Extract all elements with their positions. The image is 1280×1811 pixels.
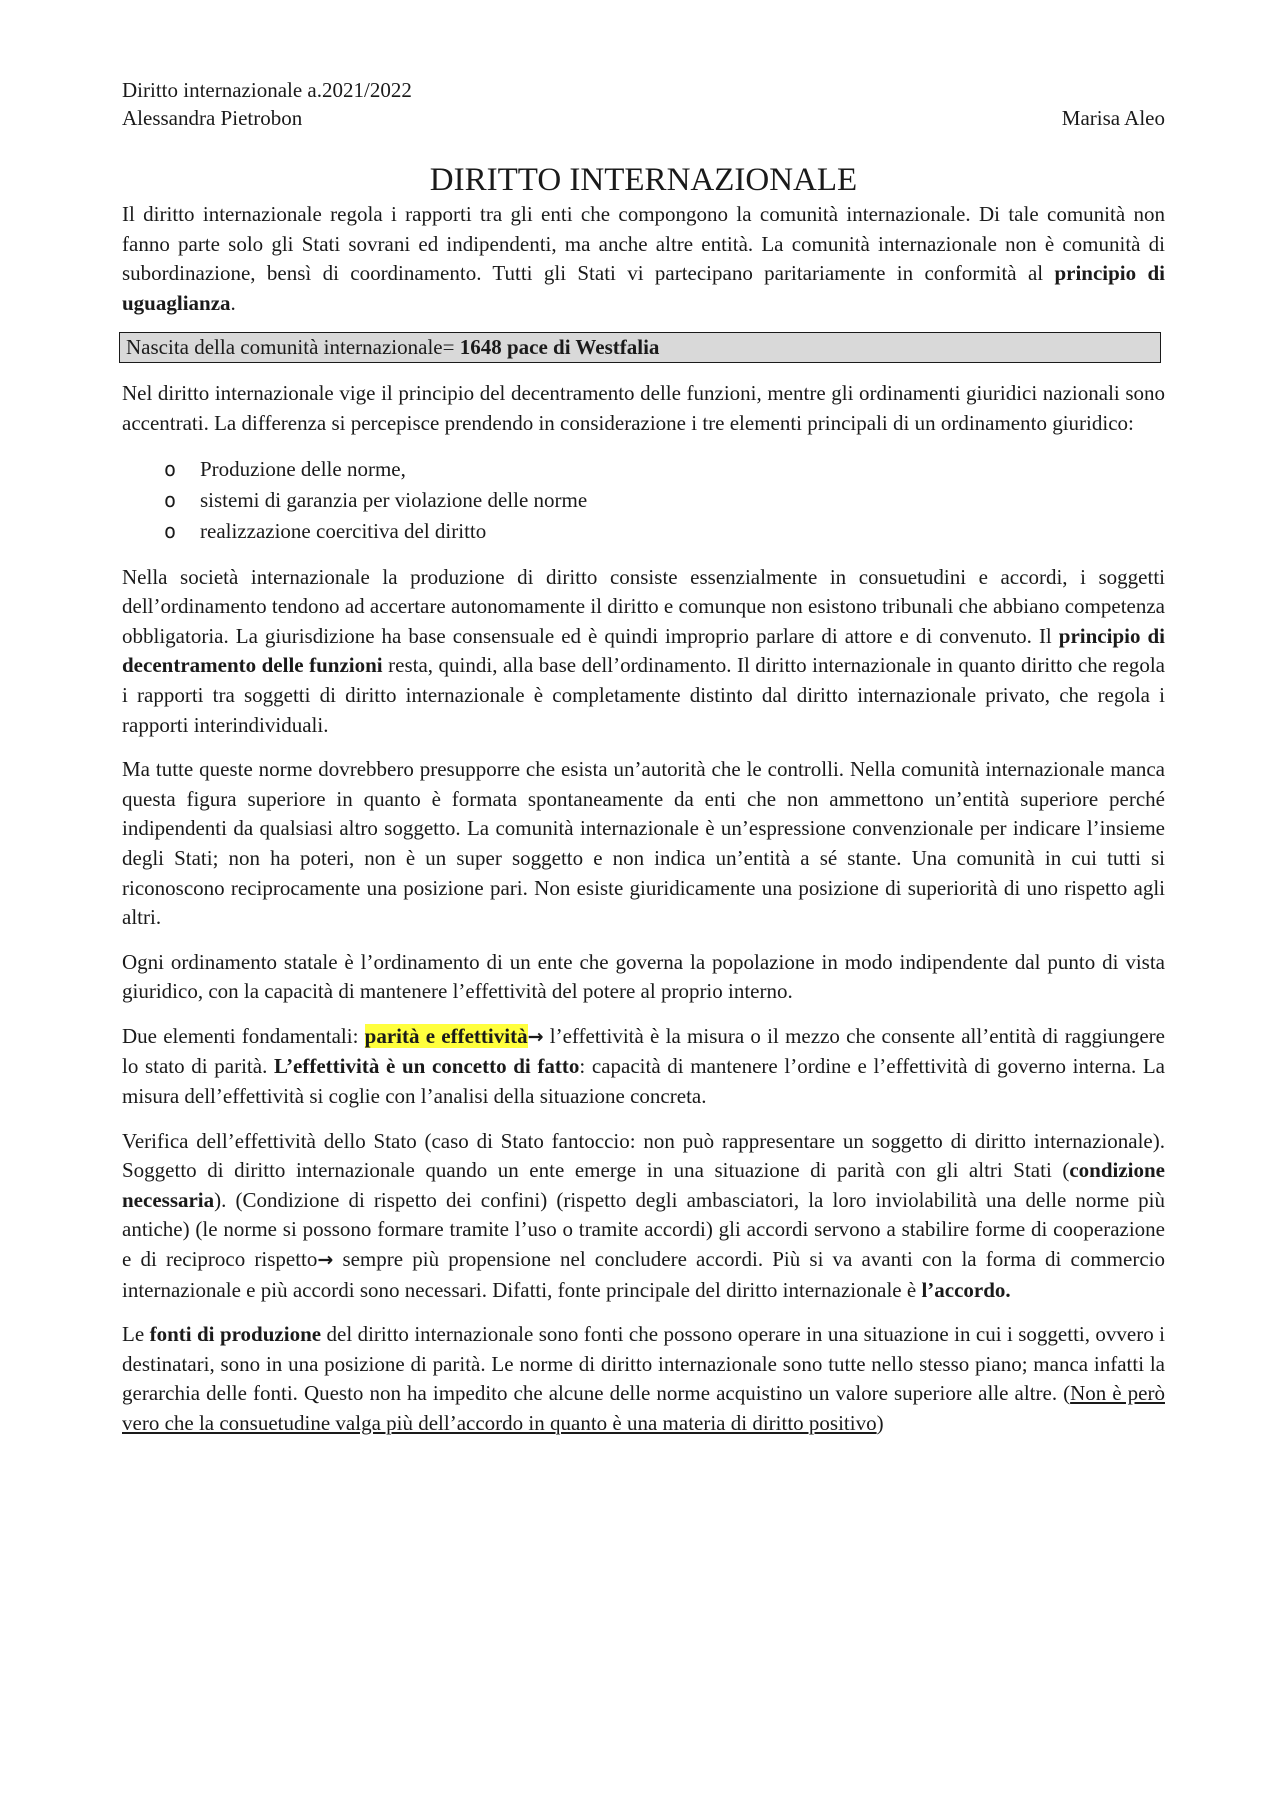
list-item: o Produzione delle norme, <box>122 454 1165 485</box>
emphasis-fonti-produzione: fonti di produzione <box>149 1322 322 1347</box>
bullet-icon: o <box>164 456 177 481</box>
list-item: o sistemi di garanzia per violazione delle norme <box>122 485 1165 516</box>
author-left: Alessandra Pietrobon <box>122 106 303 130</box>
paragraph-decentramento: Nel diritto internazionale vige il principio del decentramento delle funzioni, mentre gli ordinamenti giuridici nazionali sono accentrati. La differenza si percepisce prendendo in considerazione i tre elementi principali di un ordinamento giuridico: <box>122 381 1165 435</box>
paragraph-autorita: Ma tutte queste norme dovrebbero presupporre che esista un’autorità che le controlli. Nella comunità internazionale manca questa figura superiore in quanto è formata spontaneamente da enti che non ammettono un’entità superiore perché indipendenti da qualsiasi altro soggetto. La comunità internazionale è un’espressione convenzionale per indicare l’insieme degli Stati; non ha poteri, non è un super soggetto e non indica un’entità a sé stante. Una comunità in cui tutti si riconoscono reciprocamente una posizione pari. Non esiste giuridicamente una posizione di superiorità di uno rispetto agli altri. <box>122 757 1165 930</box>
highlighted-parita-effettivita: parità e effettività <box>364 1023 528 1048</box>
emphasis-westfalia: 1648 pace di Westfalia <box>459 335 660 360</box>
list-item: o realizzazione coercitiva del diritto <box>122 516 1165 547</box>
arrow-right-icon: → <box>317 1249 334 1272</box>
emphasis-decentramento: principio di decentramento delle funzioni <box>122 623 1165 678</box>
emphasis-principio-uguaglianza: principio di uguaglianza <box>122 261 1165 315</box>
emphasis-condizione-necessaria: condizione necessaria <box>122 1158 1165 1212</box>
arrow-right-icon: → <box>527 1025 544 1048</box>
page-title: DIRITTO INTERNAZIONALE <box>429 162 858 198</box>
document-page <box>122 76 1165 1439</box>
document-header <box>122 76 1165 132</box>
paragraph-intro: Il diritto internazionale regola i rapporti tra gli enti che compongono la comunità internazionale. Di tale comunità non fanno parte solo gli Stati sovrani ed indipendenti, ma anche altre entità. La comunità internazionale non è comunità di subordinazione, bensì di coordinamento. Tutti gli Stati vi partecipano paritariamente in conformità al principio di uguaglianza. <box>122 202 1165 315</box>
paragraph-fonti-produzione: Le fonti di produzione del diritto internazionale sono fonti che possono operare in una situazione in cui i soggetti, ovvero i destinatari, sono in una posizione di parità. Le norme di diritto internazionale sono tutte nello stesso piano; manca infatti la gerarchia delle fonti. Questo non ha impedito che alcune delle norme acquistino un valore superiore alle altre. (Non è però vero che la consuetudine valga più dell’accordo in quanto è una materia di diritto positivo) <box>122 1322 1165 1435</box>
emphasis-accordo: l’accordo. <box>921 1277 1011 1302</box>
paragraph-ordinamento-statale: Ogni ordinamento statale è l’ordinamento di un ente che governa la popolazione in modo indipendente dal punto di vista giuridico, con la capacità di mantenere l’effettività del potere al proprio interno. <box>122 949 1165 1004</box>
underlined-consuetudine-note: Non è però vero che la consuetudine valga più dell’accordo in quanto è una materia di diritto positivo <box>122 1381 1165 1435</box>
course-label: Diritto internazionale a.2021/2022 <box>122 78 412 102</box>
emphasis-concetto-fatto: L’effettività è un concetto di fatto <box>273 1054 580 1079</box>
author-right: Marisa Aleo <box>1061 106 1165 130</box>
highlight-box-westfalia: Nascita della comunità internazionale= 1648 pace di Westfalia <box>119 332 1161 363</box>
elements-list <box>122 454 1165 547</box>
paragraph-parita-effettivita: Due elementi fondamentali: parità e effettività→ l’effettività è la misura o il mezzo che consente all’entità di raggiungere lo stato di parità. L’effettività è un concetto di fatto: capacità di mantenere l’ordine e l’effettività di governo interna. La misura dell’effettività si coglie con l’analisi della situazione concreta. <box>122 1023 1165 1109</box>
bullet-icon: o <box>164 518 177 543</box>
bullet-icon: o <box>164 487 177 512</box>
paragraph-verifica-effettivita: Verifica dell’effettività dello Stato (caso di Stato fantoccio: non può rappresentare un soggetto di diritto internazionale). Soggetto di diritto internazionale quando un ente emerge in una situazione di parità con gli altri Stati (condizione necessaria). (Condizione di rispetto dei confini) (rispetto degli ambasciatori, la loro inviolabilità una delle norme più antiche) (le norme si possono formare tramite l’uso o tramite accordi) gli accordi servono a stabilire forme di cooperazione e di reciproco rispetto→ sempre più propensione nel concludere accordi. Più si va avanti con la forma di commercio internazionale e più accordi sono necessari. Difatti, fonte principale del diritto internazionale è l’accordo. <box>122 1128 1165 1302</box>
paragraph-societa-internazionale: Nella società internazionale la produzione di diritto consiste essenzialmente in consuetudini e accordi, i soggetti dell’ordinamento tendono ad accertare autonomamente il diritto e comunque non esistono tribunali che abbiano competenza obbligatoria. La giurisdizione ha base consensuale ed è quindi improprio parlare di attore e di convenuto. Il principio di decentramento delle funzioni resta, quindi, alla base dell’ordinamento. Il diritto internazionale in quanto diritto che regola i rapporti tra soggetti di diritto internazionale è completamente distinto dal diritto internazionale privato, che regola i rapporti interindividuali. <box>122 564 1165 737</box>
